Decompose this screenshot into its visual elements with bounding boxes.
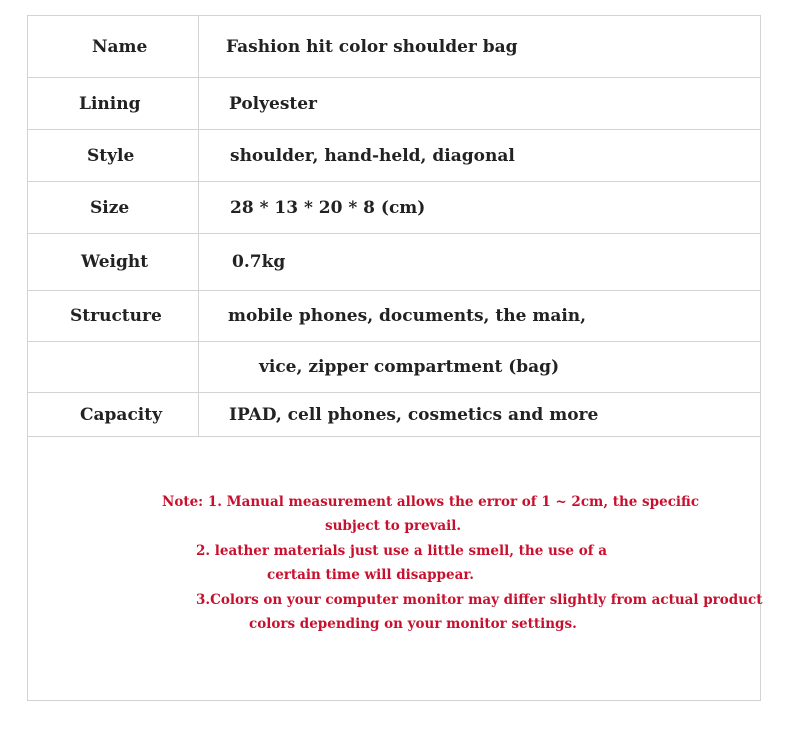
spec-label-size: Size — [28, 182, 199, 233]
spec-label-structure: Structure — [28, 291, 199, 341]
spec-row-style — [28, 130, 760, 182]
spec-value-lining: Polyester — [229, 93, 318, 114]
spec-row-weight — [28, 234, 760, 291]
notes-section — [28, 436, 763, 696]
spec-row-structure-continued — [28, 342, 760, 393]
spec-value-structure-continued: vice, zipper compartment (bag) — [259, 357, 560, 377]
spec-row-lining — [28, 78, 760, 130]
spec-label-lining: Lining — [28, 78, 199, 129]
spec-label-empty — [28, 342, 199, 392]
note-line-5: 3.Colors on your computer monitor may differ slightly from actual product — [196, 592, 763, 608]
spec-label-weight: Weight — [28, 234, 199, 290]
note-line-4: certain time will disappear. — [267, 567, 474, 583]
spec-value-name: Fashion hit color shoulder bag — [226, 36, 518, 57]
note-line-6: colors depending on your monitor settings. — [249, 616, 577, 632]
spec-row-size — [28, 182, 760, 234]
spec-value-capacity: IPAD, cell phones, cosmetics and more — [229, 404, 599, 425]
product-spec-sheet — [27, 15, 761, 701]
note-line-2: subject to prevail. — [325, 518, 462, 534]
spec-label-style: Style — [28, 130, 199, 181]
spec-row-structure — [28, 291, 760, 342]
spec-label-capacity: Capacity — [28, 393, 199, 436]
note-line-3: 2. leather materials just use a little smell, the use of a — [196, 543, 607, 559]
spec-value-size: 28 * 13 * 20 * 8 (cm) — [230, 197, 426, 218]
spec-value-style: shoulder, hand-held, diagonal — [230, 145, 515, 166]
note-line-1: Note: 1. Manual measurement allows the error of 1 ~ 2cm, the specific — [162, 494, 700, 510]
spec-row-capacity — [28, 393, 760, 437]
spec-value-structure: mobile phones, documents, the main, — [228, 306, 587, 326]
spec-label-name: Name — [28, 16, 199, 77]
spec-value-weight: 0.7kg — [232, 252, 286, 272]
spec-row-name — [28, 16, 760, 78]
